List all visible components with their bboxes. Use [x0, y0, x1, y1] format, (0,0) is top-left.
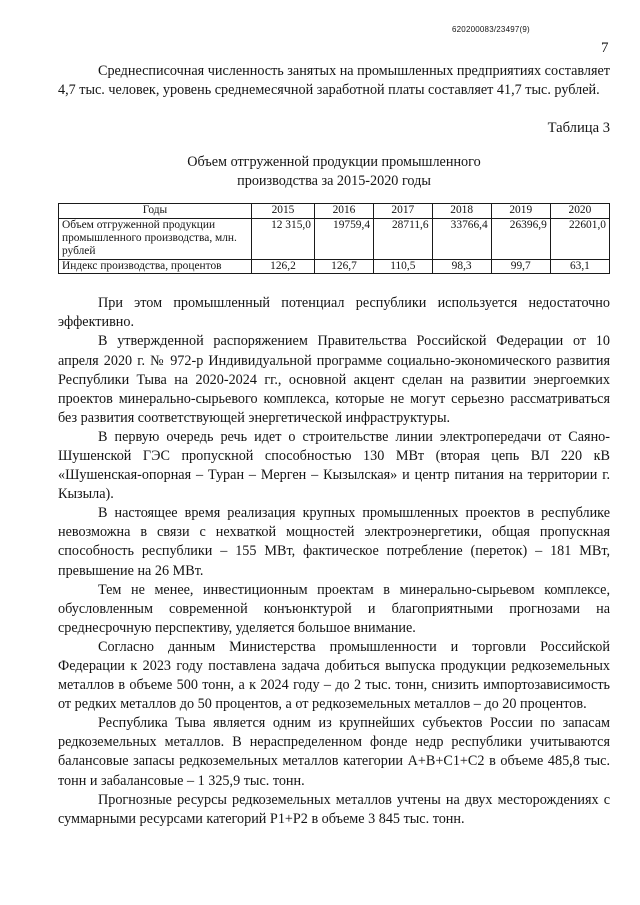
- table-header-row: [59, 204, 610, 218]
- cell-index-2019: 99,7: [491, 259, 550, 273]
- cell-index-2015: 126,2: [252, 259, 315, 273]
- cell-index-2017: 110,5: [374, 259, 433, 273]
- intro-paragraph: Среднесписочная численность занятых на промышленных предприятиях составляет 4,7 тыс. человек, уровень среднемесячной заработной платы составляет 41,7 тыс. рублей.: [58, 63, 610, 99]
- table-row: [59, 259, 610, 273]
- cell-index-2016: 126,7: [314, 259, 373, 273]
- header-years: Годы: [59, 204, 252, 218]
- paragraph: В первую очередь речь идет о строительстве линии электропередачи от Саяно-Шушенской ГЭС пропускной способностью 130 МВт (вторая цепь ВЛ 220 кВ «Шушенская-опорная – Туран – Мерген – Кызылская» и центр питания на территории г. Кызыла).: [58, 428, 610, 503]
- paragraph: В настоящее время реализация крупных промышленных проектов в республике невозможна в связи с нехваткой мощностей электроэнергетики, общая пропускная способность республики – 155 МВт, фактическое потребление (переток) – 181 МВт, превышение на 26 МВт.: [58, 505, 610, 579]
- cell-volume-2020: 22601,0: [550, 218, 609, 259]
- paragraph: Согласно данным Министерства промышленности и торговли Российской Федерации к 2023 году поставлена задача добиться выпуска продукции редкоземельных металлов в объеме 500 тонн, а к 2024 году – до 2 тыс. тонн, снизить импортозависимость от редких металлов до 50 процентов, а от редкоземельных металлов – до 20 процентов.: [58, 638, 610, 713]
- table-title-line-1: Объем отгруженной продукции промышленного: [187, 154, 481, 171]
- paragraph: При этом промышленный потенциал республики используется недостаточно эффективно.: [58, 295, 610, 331]
- header-2018: 2018: [432, 204, 491, 218]
- header-2020: 2020: [550, 204, 609, 218]
- cell-volume-2019: 26396,9: [491, 218, 550, 259]
- body-text: [58, 294, 610, 829]
- header-2016: 2016: [314, 204, 373, 218]
- cell-index-2018: 98,3: [432, 259, 491, 273]
- header-2015: 2015: [252, 204, 315, 218]
- cell-volume-2015: 12 315,0: [252, 218, 315, 259]
- document-id: 620200083/23497(9): [452, 25, 530, 34]
- paragraph: В утвержденной распоряжением Правительства Российской Федерации от 10 апреля 2020 г. № 972-р Индивидуальной программе социально-экономического развития Республики Тыва на 2020-2024 гг., основной акцент сделан на развитии энергоемких проектов минерально-сырьевого комплекса, которые не могут серьезно рассматриваться без развития соответствующей энергетической инфраструктуры.: [58, 333, 610, 426]
- cell-volume-2018: 33766,4: [432, 218, 491, 259]
- production-table: [58, 203, 610, 274]
- header-2017: 2017: [374, 204, 433, 218]
- cell-volume-2016: 19759,4: [314, 218, 373, 259]
- page-number: 7: [601, 40, 609, 56]
- paragraph: Тем не менее, инвестиционным проектам в минерально-сырьевом комплексе, обусловленным современной конъюнктурой и благоприятными прогнозами на среднесрочную перспективу, уделяется большое внимание.: [58, 581, 610, 636]
- table-title-line-2: производства за 2015-2020 годы: [237, 173, 431, 190]
- table-caption: Таблица 3: [547, 120, 610, 137]
- paragraph: Прогнозные ресурсы редкоземельных металлов учтены на двух месторождениях с суммарными ресурсами категорий Р1+Р2 в объеме 3 845 тыс. тонн.: [58, 791, 610, 827]
- row-label-index: Индекс производства, процентов: [59, 259, 252, 273]
- table-title: [58, 153, 610, 191]
- row-label-volume: Объем отгруженной продукции промышленного производства, млн. рублей: [59, 218, 252, 259]
- paragraph: Республика Тыва является одним из крупнейших субъектов России по запасам редкоземельных металлов. В нераспределенном фонде недр республики учитываются балансовые запасы редкоземельных металлов категории А+В+С1+С2 в объеме 485,8 тыс. тонн и забалансовые – 1 325,9 тыс. тонн.: [58, 715, 610, 789]
- header-2019: 2019: [491, 204, 550, 218]
- cell-index-2020: 63,1: [550, 259, 609, 273]
- document-body: [58, 62, 610, 829]
- cell-volume-2017: 28711,6: [374, 218, 433, 259]
- table-row: [59, 218, 610, 259]
